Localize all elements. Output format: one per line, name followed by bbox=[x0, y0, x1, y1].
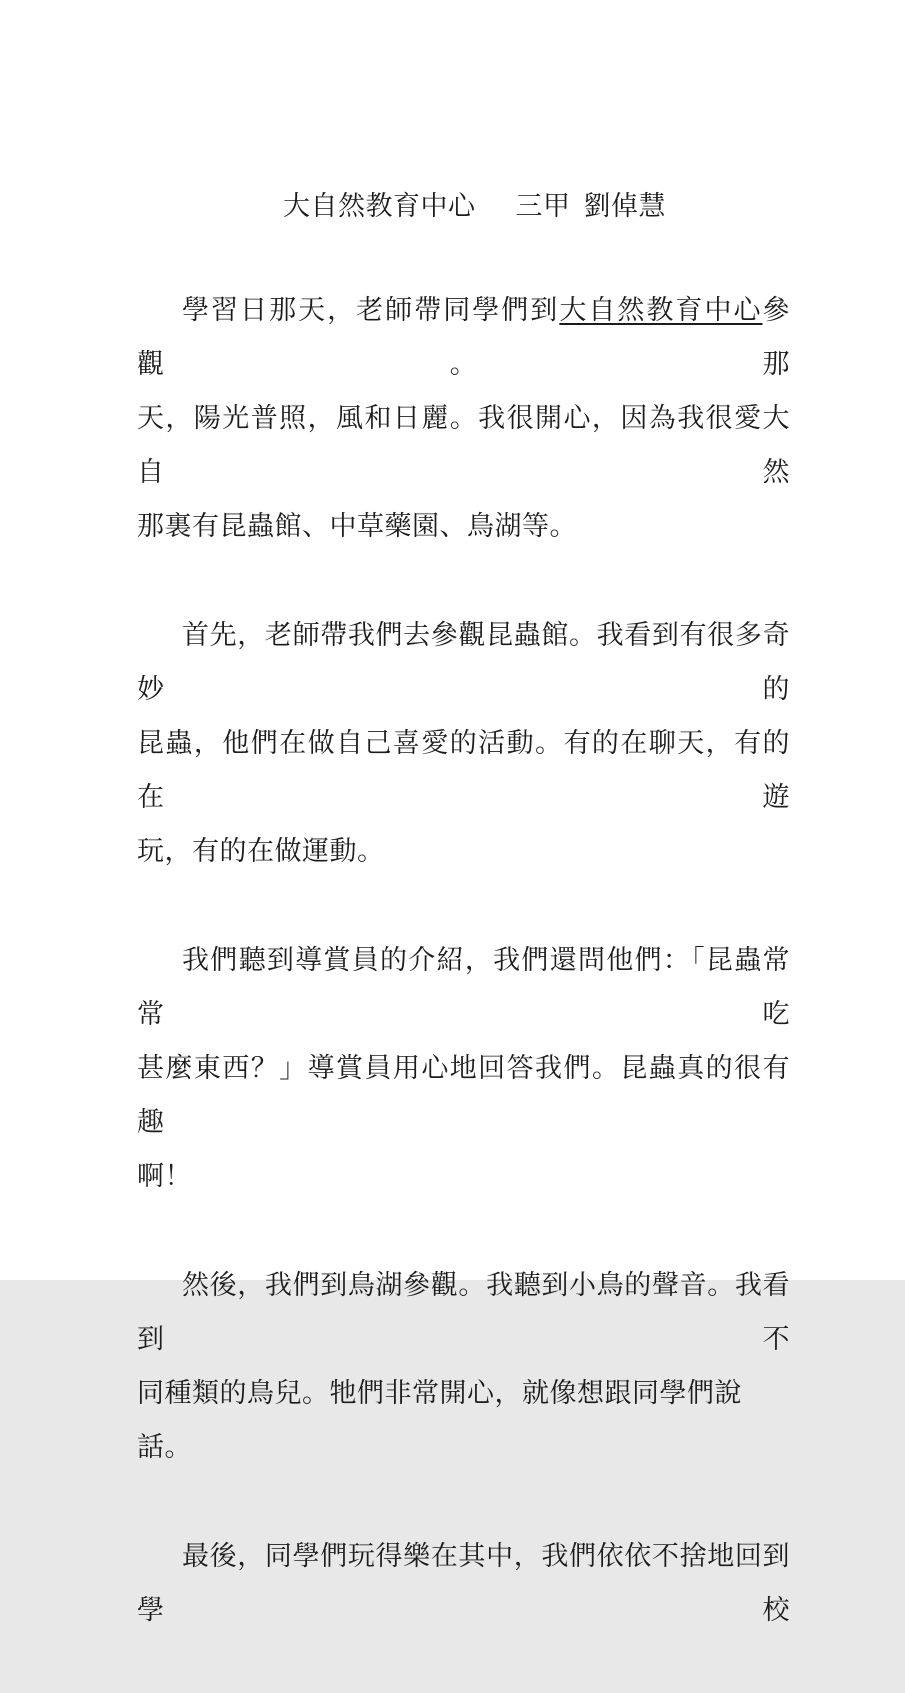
paragraph bbox=[137, 934, 790, 1204]
text-run: 最後，同學們玩得樂在其中，我們依依不捨地回到學校 bbox=[137, 1541, 790, 1626]
student-class: 三甲 bbox=[515, 191, 571, 222]
text-run: 甚麼東西？」導賞員用心地回答我們。昆蟲真的很有趣 bbox=[137, 1053, 790, 1138]
essay-title bbox=[137, 180, 790, 234]
text-line bbox=[137, 825, 790, 879]
text-line bbox=[137, 500, 790, 554]
text-line bbox=[137, 717, 790, 825]
text-run: 同種類的鳥兒。牠們非常開心，就像想跟同學們說話。 bbox=[137, 1378, 742, 1463]
author-name: 劉倬慧 bbox=[583, 191, 666, 222]
paragraph bbox=[137, 1530, 790, 1638]
text-line bbox=[137, 1259, 790, 1367]
title-text: 大自然教育中心 bbox=[283, 191, 476, 222]
text-run: 玩，有的在做運動。 bbox=[137, 836, 385, 867]
text-run: 學習日那天，老師帶同學們到 bbox=[182, 295, 560, 326]
text-run: 天，陽光普照，風和日麗。我很開心，因為我很愛大自然 bbox=[137, 403, 790, 488]
essay-body bbox=[137, 284, 790, 1638]
page-content bbox=[137, 0, 790, 1693]
text-line bbox=[137, 392, 790, 500]
text-run: 昆蟲，他們在做自己喜愛的活動。有的在聊天，有的在遊 bbox=[137, 728, 790, 813]
text-run: 那裏有昆蟲館、中草藥園、鳥湖等。 bbox=[137, 511, 577, 542]
underlined-text: 大自然教育中心 bbox=[559, 295, 763, 326]
text-line bbox=[137, 1042, 790, 1150]
text-line bbox=[137, 1150, 790, 1204]
text-run: 啊！ bbox=[137, 1161, 192, 1192]
text-run: 然後，我們到鳥湖參觀。我聽到小鳥的聲音。我看到不 bbox=[137, 1270, 790, 1355]
text-run: 首先，老師帶我們去參觀昆蟲館。我看到有很多奇妙的 bbox=[137, 620, 790, 705]
text-run: 參觀。那 bbox=[137, 295, 791, 380]
text-line bbox=[137, 284, 790, 392]
text-line bbox=[137, 934, 790, 1042]
paragraph bbox=[137, 609, 790, 879]
text-run: 我們聽到導賞員的介紹，我們還問他們：「昆蟲常常吃 bbox=[137, 945, 790, 1030]
text-line bbox=[137, 1367, 790, 1475]
text-line bbox=[137, 1530, 790, 1638]
paragraph bbox=[137, 1259, 790, 1475]
paragraph bbox=[137, 284, 790, 554]
text-line bbox=[137, 609, 790, 717]
